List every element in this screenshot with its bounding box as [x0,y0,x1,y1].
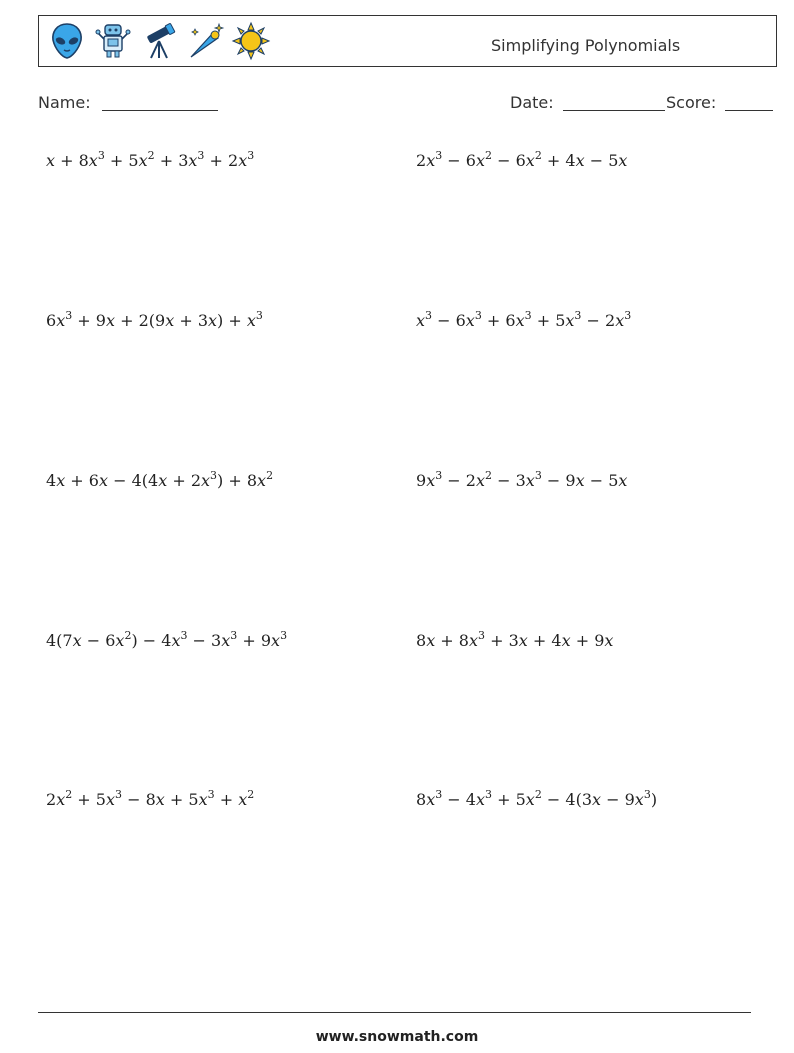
date-blank[interactable] [563,110,665,111]
problem-8: $8x + 8x^3 + 3x + 4x + 9x$ [416,629,614,650]
problem-2: $2x^3 - 6x^2 - 6x^2 + 4x - 5x$ [416,149,628,170]
sun-icon [231,21,271,61]
worksheet-title: Simplifying Polynomials [491,36,681,55]
name-field [38,93,218,112]
problem-1: $x + 8x^3 + 5x^2 + 3x^3 + 2x^3$ [46,149,255,170]
comet-icon [185,21,225,61]
alien-icon [47,21,87,61]
problem-4: $x^3 - 6x^3 + 6x^3 + 5x^3 - 2x^3$ [416,309,632,330]
telescope-icon [139,21,179,61]
problem-9: $2x^2 + 5x^3 - 8x + 5x^3 + x^2$ [46,788,255,809]
footer-website[interactable]: www.snowmath.com [315,1029,479,1045]
problem-7: $4(7x - 6x^2) - 4x^3 - 3x^3 + 9x^3$ [46,629,288,650]
worksheet-header [38,15,777,67]
footer-divider [38,1012,751,1013]
score-blank[interactable] [725,110,773,111]
name-label: Name: [38,93,91,112]
problem-10: $8x^3 - 4x^3 + 5x^2 - 4(3x - 9x^3)$ [416,788,658,809]
date-field [510,93,665,112]
score-field [666,93,773,112]
problem-6: $9x^3 - 2x^2 - 3x^3 - 9x - 5x$ [416,469,628,490]
icon-strip [47,21,271,61]
robot-icon [93,21,133,61]
name-blank[interactable] [102,110,218,111]
problem-3: $6x^3 + 9x + 2(9x + 3x) + x^3$ [46,309,263,330]
date-label: Date: [510,93,554,112]
score-label: Score: [666,93,717,112]
problem-5: $4x + 6x - 4(4x + 2x^3) + 8x^2$ [46,469,274,490]
